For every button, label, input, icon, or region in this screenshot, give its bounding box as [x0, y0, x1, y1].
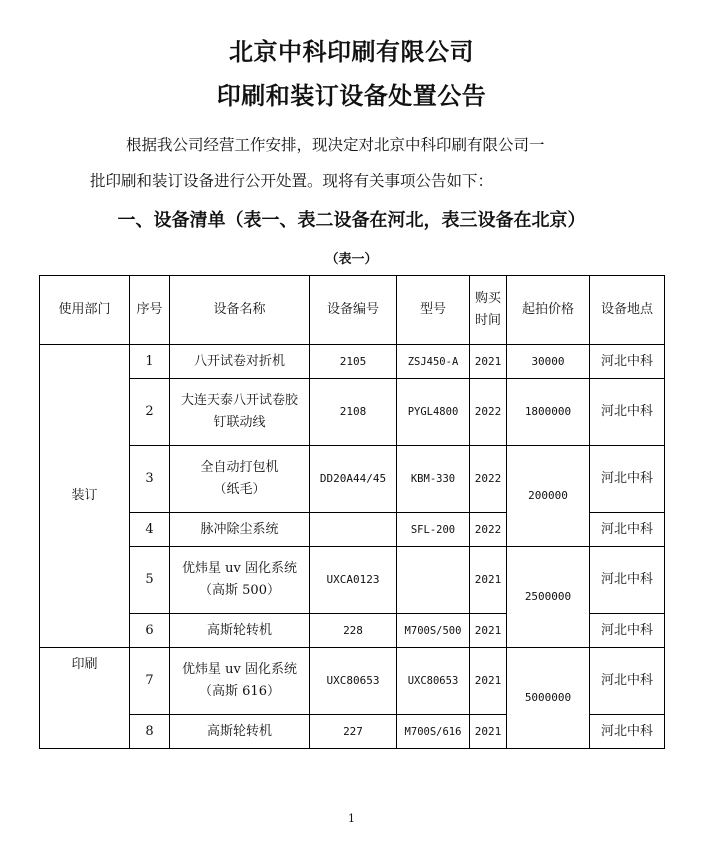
cell-name: 高斯轮转机 — [170, 614, 310, 648]
cell-code: UXC80653 — [310, 648, 397, 715]
cell-seq: 2 — [130, 379, 170, 446]
cell-year: 2021 — [470, 715, 507, 749]
cell-code: 228 — [310, 614, 397, 648]
cell-year: 2022 — [470, 379, 507, 446]
cell-model: KBM-330 — [397, 446, 470, 513]
cell-model: M700S/500 — [397, 614, 470, 648]
table-header-row — [40, 276, 665, 345]
cell-name: 全自动打包机 （纸毛） — [170, 446, 310, 513]
group-printing: 印刷 — [40, 648, 130, 749]
cell-model: UXC80653 — [397, 648, 470, 715]
table-row — [40, 345, 665, 379]
cell-location: 河北中科 — [590, 547, 665, 614]
section-heading: 一、设备清单（表一、表二设备在河北，表三设备在北京） — [117, 210, 586, 231]
page-number: 1 — [348, 812, 355, 825]
cell-model — [397, 547, 470, 614]
table-row — [40, 648, 665, 715]
cell-seq: 5 — [130, 547, 170, 614]
cell-year: 2021 — [470, 648, 507, 715]
cell-location: 河北中科 — [590, 648, 665, 715]
header-price: 起拍价格 — [507, 276, 590, 345]
cell-year: 2021 — [470, 547, 507, 614]
cell-name: 脉冲除尘系统 — [170, 513, 310, 547]
cell-model: M700S/616 — [397, 715, 470, 749]
cell-model: ZSJ450-A — [397, 345, 470, 379]
cell-year: 2021 — [470, 345, 507, 379]
cell-location: 河北中科 — [590, 446, 665, 513]
table-row — [40, 446, 665, 513]
cell-seq: 1 — [130, 345, 170, 379]
document-title: 北京中科印刷有限公司 — [229, 38, 474, 66]
header-dept: 使用部门 — [40, 276, 130, 345]
header-code: 设备编号 — [310, 276, 397, 345]
cell-seq: 8 — [130, 715, 170, 749]
cell-name: 大连天泰八开试卷胶 钉联动线 — [170, 379, 310, 446]
cell-seq: 6 — [130, 614, 170, 648]
table-row — [40, 379, 665, 446]
cell-year: 2022 — [470, 446, 507, 513]
cell-code — [310, 513, 397, 547]
intro-paragraph — [90, 127, 630, 199]
cell-seq: 4 — [130, 513, 170, 547]
cell-seq: 3 — [130, 446, 170, 513]
intro-line-2: 批印刷和装订设备进行公开处置。现将有关事项公告如下： — [90, 172, 494, 190]
equipment-table — [39, 275, 665, 749]
header-seq: 序号 — [130, 276, 170, 345]
cell-name: 优炜星 uv 固化系统 （高斯 616） — [170, 648, 310, 715]
cell-price: 200000 — [507, 446, 590, 547]
cell-price: 5000000 — [507, 648, 590, 749]
cell-price: 2500000 — [507, 547, 590, 648]
cell-price: 30000 — [507, 345, 590, 379]
header-year: 购买 时间 — [470, 276, 507, 345]
cell-location: 河北中科 — [590, 379, 665, 446]
cell-year: 2021 — [470, 614, 507, 648]
cell-code: 2105 — [310, 345, 397, 379]
cell-name: 优炜星 uv 固化系统 （高斯 500） — [170, 547, 310, 614]
cell-name: 八开试卷对折机 — [170, 345, 310, 379]
cell-code: 227 — [310, 715, 397, 749]
cell-location: 河北中科 — [590, 513, 665, 547]
cell-model: SFL-200 — [397, 513, 470, 547]
group-binding: 装订 — [40, 345, 130, 648]
table-row — [40, 547, 665, 614]
header-name: 设备名称 — [170, 276, 310, 345]
intro-line-1: 根据我公司经营工作安排，现决定对北京中科印刷有限公司一 — [126, 136, 545, 154]
cell-location: 河北中科 — [590, 715, 665, 749]
cell-price: 1800000 — [507, 379, 590, 446]
header-location: 设备地点 — [590, 276, 665, 345]
table-caption: （表一） — [325, 252, 378, 267]
cell-name: 高斯轮转机 — [170, 715, 310, 749]
cell-location: 河北中科 — [590, 345, 665, 379]
document-subtitle: 印刷和装订设备处置公告 — [216, 82, 487, 110]
cell-location: 河北中科 — [590, 614, 665, 648]
cell-code: 2108 — [310, 379, 397, 446]
cell-year: 2022 — [470, 513, 507, 547]
cell-code: DD20A44/45 — [310, 446, 397, 513]
cell-model: PYGL4800 — [397, 379, 470, 446]
cell-code: UXCA0123 — [310, 547, 397, 614]
header-model: 型号 — [397, 276, 470, 345]
cell-seq: 7 — [130, 648, 170, 715]
